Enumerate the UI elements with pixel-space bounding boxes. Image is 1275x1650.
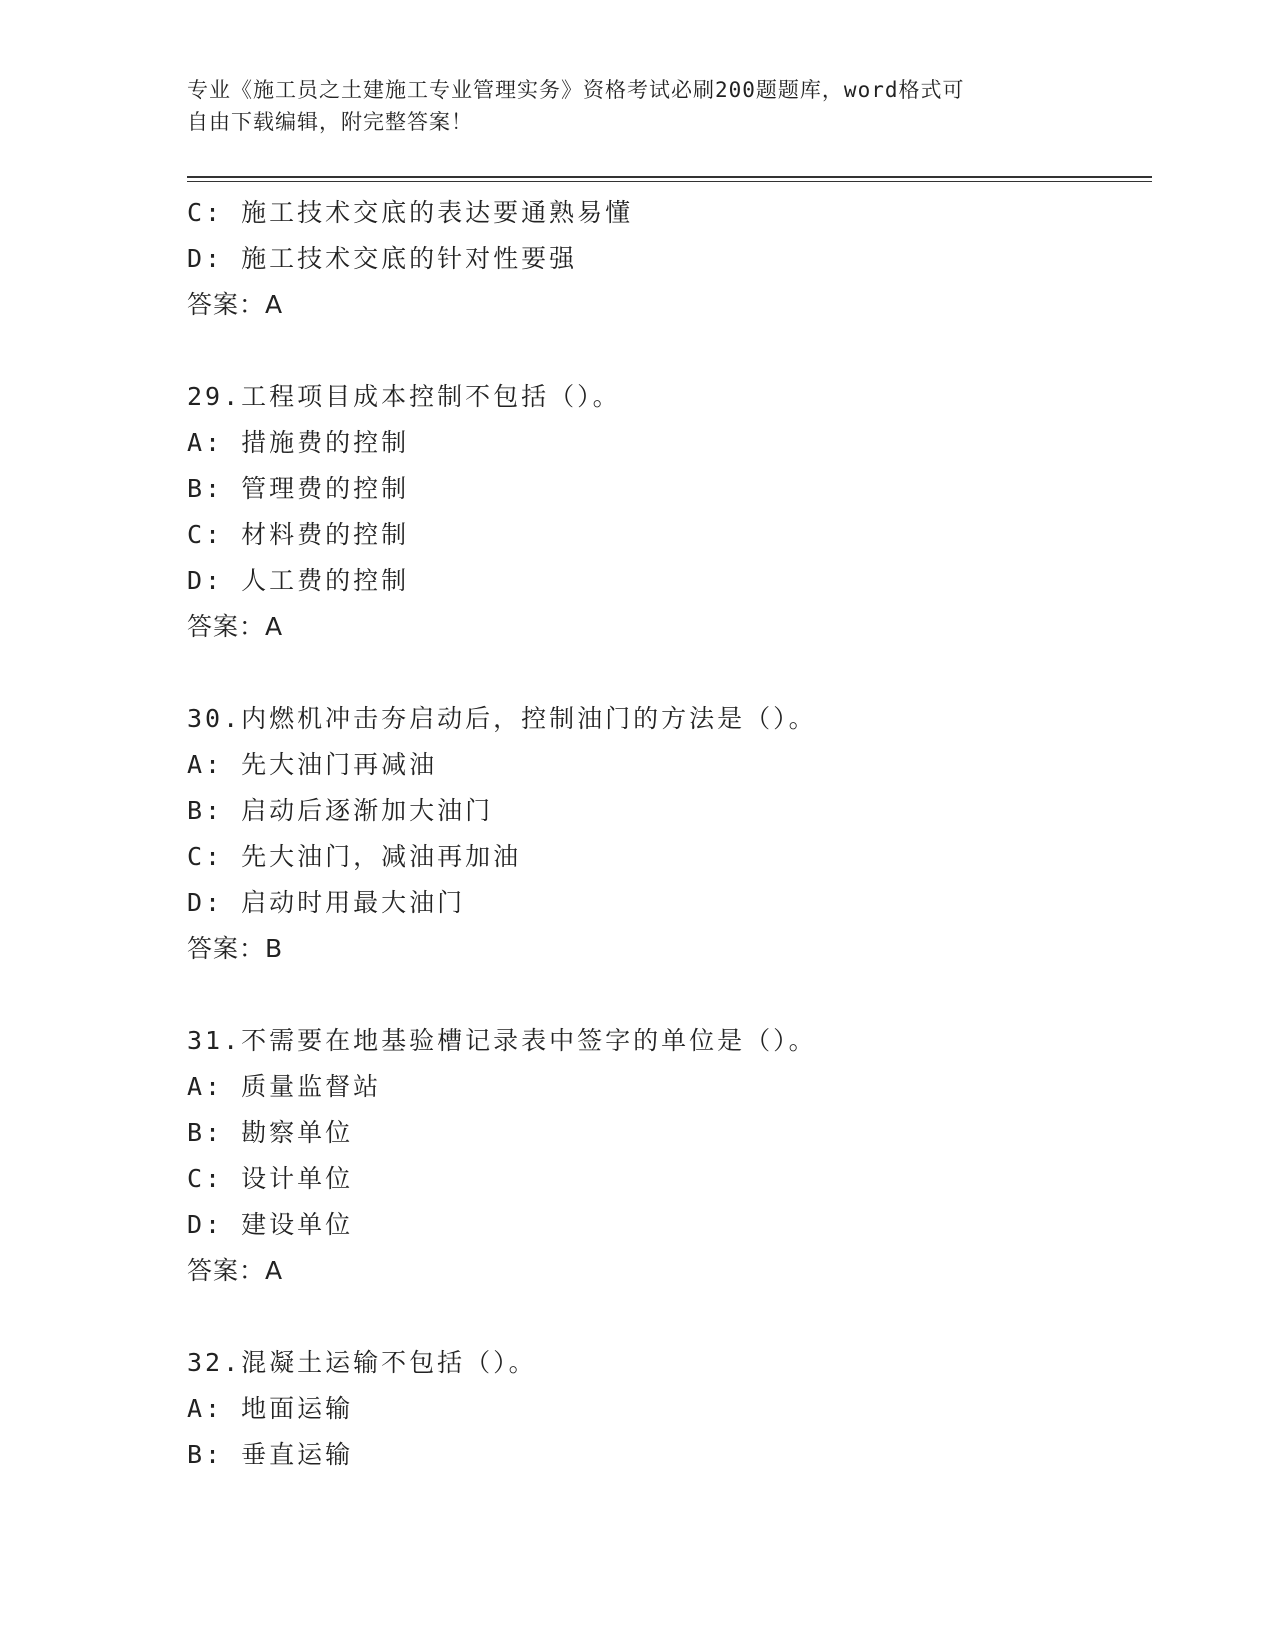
option-d: D: 人工费的控制 (187, 566, 410, 595)
option-a: A: 质量监督站 (187, 1072, 382, 1101)
question-29 (187, 374, 1152, 650)
answer: 答案：A (187, 612, 284, 641)
spacer (187, 972, 1152, 1018)
question-stem: 31.不需要在地基验槽记录表中签字的单位是（）。 (187, 1026, 817, 1055)
option-b: B: 管理费的控制 (187, 474, 410, 503)
question-stem: 32.混凝土运输不包括（）。 (187, 1348, 537, 1377)
option-d: D: 施工技术交底的针对性要强 (187, 244, 578, 273)
option-d: D: 建设单位 (187, 1210, 354, 1239)
option-a: A: 措施费的控制 (187, 428, 410, 457)
question-32 (187, 1340, 1152, 1478)
question-30 (187, 696, 1152, 972)
option-a: A: 地面运输 (187, 1394, 354, 1423)
option-c: C: 先大油门，减油再加油 (187, 842, 522, 871)
header-divider-thin (187, 181, 1152, 182)
question-28-continued (187, 190, 1152, 328)
answer: 答案：B (187, 934, 284, 963)
header-line-2: 自由下载编辑，附完整答案！ (187, 110, 473, 134)
header-line-1: 专业《施工员之土建施工专业管理实务》资格考试必刷200题题库，word格式可 (187, 78, 965, 102)
option-b: B: 垂直运输 (187, 1440, 354, 1469)
question-list (187, 190, 1152, 1478)
answer: 答案：A (187, 1256, 284, 1285)
option-c: C: 设计单位 (187, 1164, 354, 1193)
answer: 答案：A (187, 290, 284, 319)
spacer (187, 650, 1152, 696)
option-c: C: 施工技术交底的表达要通熟易懂 (187, 198, 634, 227)
option-d: D: 启动时用最大油门 (187, 888, 466, 917)
header-divider-thick (187, 176, 1152, 178)
spacer (187, 328, 1152, 374)
option-a: A: 先大油门再减油 (187, 750, 438, 779)
question-31 (187, 1018, 1152, 1294)
question-stem: 29.工程项目成本控制不包括（）。 (187, 382, 621, 411)
option-b: B: 勘察单位 (187, 1118, 354, 1147)
option-c: C: 材料费的控制 (187, 520, 410, 549)
document-header (187, 74, 1087, 138)
question-stem: 30.内燃机冲击夯启动后，控制油门的方法是（）。 (187, 704, 817, 733)
option-b: B: 启动后逐渐加大油门 (187, 796, 494, 825)
spacer (187, 1294, 1152, 1340)
